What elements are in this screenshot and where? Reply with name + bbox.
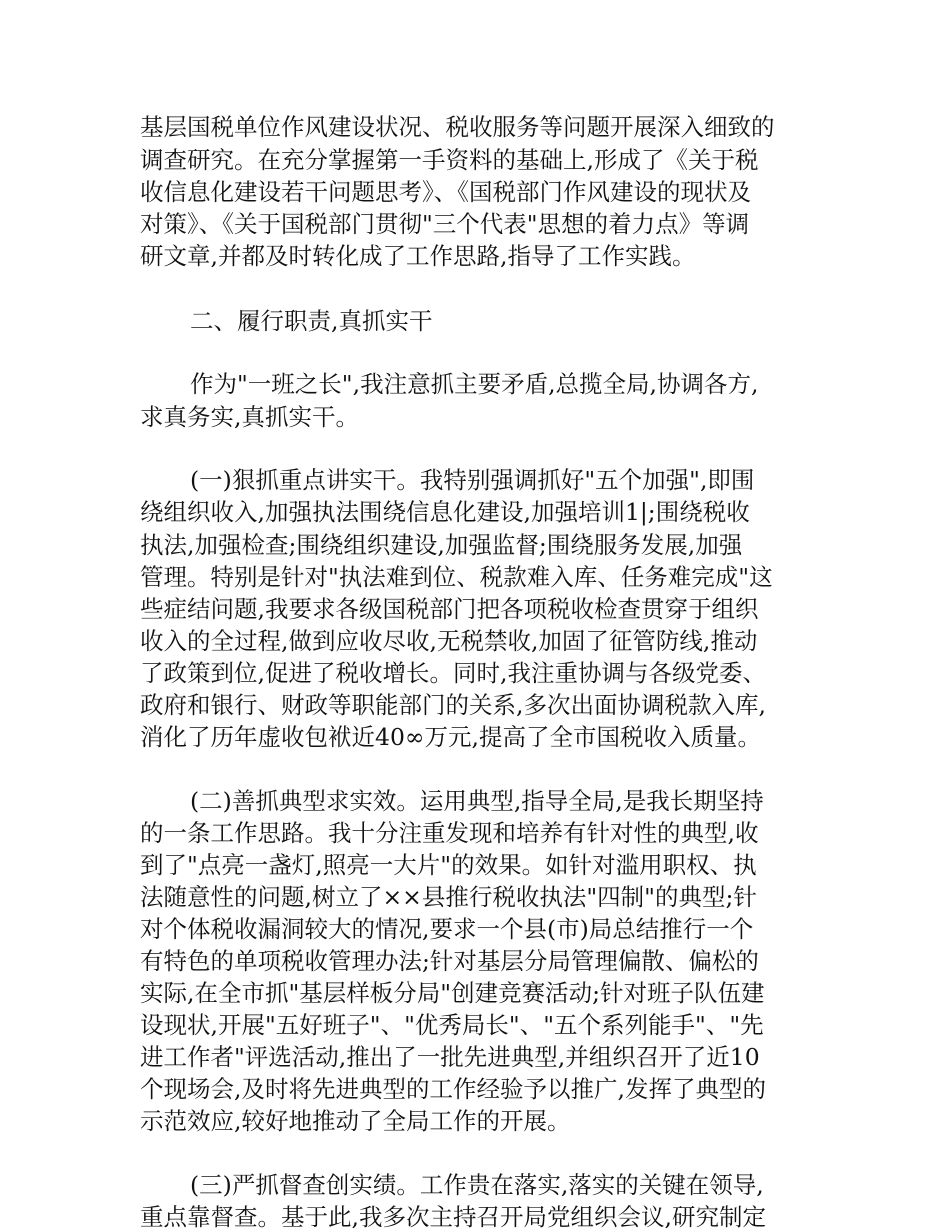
body-text-line: 些症结问题,我要求各级国税部门把各项税收检查贯穿于组织 (140, 595, 759, 623)
body-text-line: 对策》、《关于国税部门贯彻"三个代表"思想的着力点》等调 (140, 210, 750, 238)
body-text-line: 进工作者"评选活动,推出了一批先进典型,并组织召开了近10 (140, 1043, 760, 1071)
body-text-line: 基层国税单位作风建设状况、税收服务等问题开展深入细致的 (140, 113, 775, 141)
body-text-line: 执法,加强检查;围绕组织建设,加强监督;围绕服务发展,加强 (140, 531, 743, 559)
body-text-line: 求真务实,真抓实干。 (140, 403, 359, 431)
body-text-line: 绕组织收入,加强执法围绕信息化建设,加强培训1|;围绕税收 (140, 498, 750, 526)
body-text-line: 法随意性的问题,树立了××县推行税收执法"四制"的典型;针 (140, 883, 757, 911)
body-text-line: (三)严抓督查创实绩。工作贵在落实,落实的关键在领导, (190, 1171, 764, 1199)
body-text-line: 研文章,并都及时转化成了工作思路,指导了工作实践。 (140, 242, 696, 270)
body-text-line: 调查研究。在充分掌握第一手资料的基础上,形成了《关于税 (140, 146, 759, 174)
body-text-line: 对个体税收漏洞较大的情况,要求一个县(市)局总结推行一个 (140, 915, 754, 943)
body-text-line: 管理。特别是针对"执法难到位、税款难入库、任务难完成"这 (140, 563, 773, 591)
body-text-line: 有特色的单项税收管理办法;针对基层分局管理偏散、偏松的 (140, 947, 759, 975)
body-text-line: 政府和银行、财政等职能部门的关系,多次出面协调税款入库, (140, 691, 766, 719)
body-text-line: 作为"一班之长",我注意抓主要矛盾,总揽全局,协调各方, (190, 370, 759, 398)
body-text-line: 个现场会,及时将先进典型的工作经验予以推广,发挥了典型的 (140, 1075, 766, 1103)
body-text-line: 实际,在全市抓"基层样板分局"创建竞赛活动;针对班子队伍建 (140, 979, 765, 1007)
body-text-line: 设现状,开展"五好班子"、"优秀局长"、"五个系列能手"、"先 (140, 1011, 764, 1039)
body-text-line: 收信息化建设若干问题思考》、《国税部门作风建设的现状及 (140, 178, 751, 206)
body-text-line: 了政策到位,促进了税收增长。同时,我注重协调与各级党委、 (140, 659, 766, 687)
body-text-line: (二)善抓典型求实效。运用典型,指导全局,是我长期坚持 (190, 787, 764, 815)
body-text-line: 到了"点亮一盏灯,照亮一大片"的效果。如针对滥用职权、执 (140, 851, 757, 879)
section-heading: 二、履行职责,真抓实干 (190, 307, 433, 335)
body-text-line: 重点靠督查。基于此,我多次主持召开局党组织会议,研究制定 (140, 1203, 766, 1231)
body-text-line: 收入的全过程,做到应收尽收,无税禁收,加固了征管防线,推动 (140, 627, 758, 655)
body-text-line: 示范效应,较好地推动了全局工作的开展。 (140, 1107, 571, 1135)
body-text-line: (一)狠抓重点讲实干。我特别强调抓好"五个加强",即围 (190, 466, 755, 494)
body-text-line: 的一条工作思路。我十分注重发现和培养有针对性的典型,收 (140, 819, 759, 847)
body-text-line: 消化了历年虚收包袱近40∞万元,提高了全市国税收入质量。 (140, 723, 761, 751)
